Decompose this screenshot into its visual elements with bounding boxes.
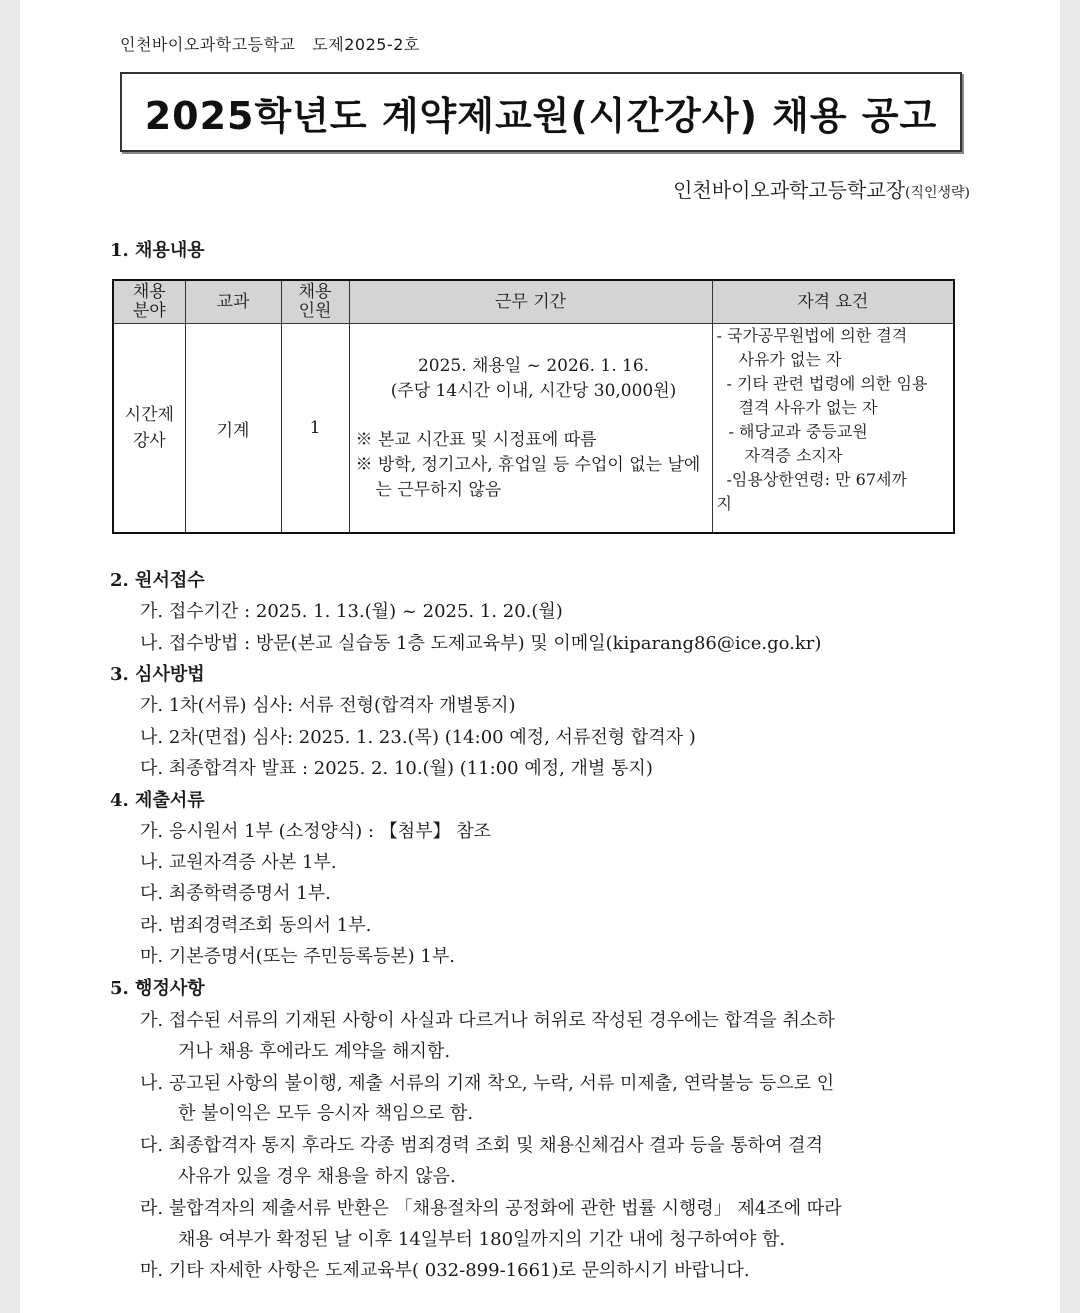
period-dates: 2025. 채용일 ~ 2026. 1. 16. bbox=[417, 355, 650, 376]
document-header bbox=[120, 32, 420, 55]
list-item: 마. 기본증명서(또는 주민등록등본) 1부. bbox=[140, 946, 455, 967]
section-5-title: 5. 행정사항 bbox=[110, 978, 205, 999]
list-item: 가. 접수기간 : 2025. 1. 13.(월) ~ 2025. 1. 20.(월) bbox=[140, 601, 563, 622]
qual-line: 자격증 소지자 bbox=[744, 446, 843, 465]
list-item: 나. 공고된 사항의 불이행, 제출 서류의 기재 착오, 누락, 서류 미제출, 연락불능 등으로 인 bbox=[140, 1073, 835, 1094]
list-item-continuation: 사유가 있을 경우 채용을 하지 않음. bbox=[178, 1166, 456, 1187]
signer-name: 인천바이오과학고등학교장 bbox=[673, 178, 905, 202]
list-item: 다. 최종합격자 통지 후라도 각종 범죄경력 조회 및 채용신체검사 결과 등을 통하여 결격 bbox=[140, 1135, 823, 1156]
cell-period bbox=[349, 324, 712, 534]
section-3-title: 3. 심사방법 bbox=[110, 664, 205, 685]
header-count: 채용 인원 bbox=[281, 280, 349, 324]
list-item: 가. 접수된 서류의 기재된 사항이 사실과 다르거나 허위로 작성된 경우에는 합격을 취소하 bbox=[140, 1010, 835, 1031]
header-field: 채용 분야 bbox=[113, 280, 185, 324]
header-qualification: 자격 요건 bbox=[712, 280, 954, 324]
list-item: 다. 최종합격자 발표 : 2025. 2. 10.(월) (11:00 예정, 개별 통지) bbox=[140, 758, 653, 779]
table-header-row bbox=[113, 280, 954, 324]
cell-field: 시간제 강사 bbox=[113, 324, 185, 534]
list-item: 가. 응시원서 1부 (소정양식) : 【첨부】 참조 bbox=[140, 821, 492, 842]
qual-line: - 해당교과 중등교원 bbox=[728, 422, 868, 441]
header-period: 근무 기간 bbox=[349, 280, 712, 324]
section-2-title: 2. 원서접수 bbox=[110, 570, 205, 591]
qual-line: - 기타 관련 법령에 의한 임용 bbox=[726, 374, 928, 393]
cell-subject: 기계 bbox=[185, 324, 281, 534]
period-note-2: ※ 방학, 정기고사, 휴업일 등 수업이 없는 날에는 근무하지 않음 bbox=[355, 454, 701, 500]
qual-line: 지 bbox=[716, 494, 732, 513]
document-title: 2025학년도 계약제교원(시간강사) 채용 공고 bbox=[144, 93, 938, 138]
list-item: 나. 접수방법 : 방문(본교 실습동 1층 도제교육부) 및 이메일(kiparang86@ice.go.kr) bbox=[140, 633, 822, 654]
qual-line: 결격 사유가 없는 자 bbox=[738, 398, 878, 417]
cell-count: 1 bbox=[281, 324, 349, 534]
title-box bbox=[120, 72, 962, 152]
seal-note: (직인생략) bbox=[904, 185, 970, 201]
list-item: 마. 기타 자세한 사항은 도제교육부( 032-899-1661)로 문의하시기 바랍니다. bbox=[140, 1260, 750, 1281]
list-item-continuation: 거나 채용 후에라도 계약을 해지함. bbox=[178, 1041, 451, 1062]
table-row bbox=[113, 324, 954, 534]
document-page bbox=[20, 0, 1060, 1313]
qual-line: 사유가 없는 자 bbox=[738, 350, 842, 369]
section-4-title: 4. 제출서류 bbox=[110, 790, 205, 811]
list-item: 나. 교원자격증 사본 1부. bbox=[140, 852, 337, 873]
period-hours: (주당 14시간 이내, 시간당 30,000원) bbox=[390, 380, 677, 401]
period-note-1: ※ 본교 시간표 및 시정표에 따름 bbox=[355, 429, 597, 450]
list-item: 라. 범죄경력조회 동의서 1부. bbox=[140, 915, 372, 936]
list-item: 다. 최종학력증명서 1부. bbox=[140, 883, 331, 904]
list-item-continuation: 한 불이익은 모두 응시자 책임으로 함. bbox=[178, 1103, 474, 1124]
qual-line: -임용상한연령: 만 67세까 bbox=[726, 470, 907, 489]
section-1-title: 1. 채용내용 bbox=[110, 240, 205, 261]
recruitment-table bbox=[112, 279, 955, 534]
list-item: 라. 불합격자의 제출서류 반환은 「채용절차의 공정화에 관한 법률 시행령」 제4조에 따라 bbox=[140, 1198, 842, 1219]
document-number: 도제2025-2호 bbox=[312, 35, 420, 54]
list-item-continuation: 채용 여부가 확정된 날 이후 14일부터 180일까지의 기간 내에 청구하여야 함. bbox=[178, 1229, 786, 1250]
list-item: 가. 1차(서류) 심사: 서류 전형(합격자 개별통지) bbox=[140, 695, 516, 716]
header-subject: 교과 bbox=[185, 280, 281, 324]
cell-qualification bbox=[712, 324, 954, 534]
school-name: 인천바이오과학고등학교 bbox=[120, 35, 296, 54]
list-item: 나. 2차(면접) 심사: 2025. 1. 23.(목) (14:00 예정, 서류전형 합격자 ) bbox=[140, 727, 696, 748]
signer bbox=[673, 174, 970, 203]
qual-line: - 국가공무원법에 의한 결격 bbox=[716, 326, 908, 345]
